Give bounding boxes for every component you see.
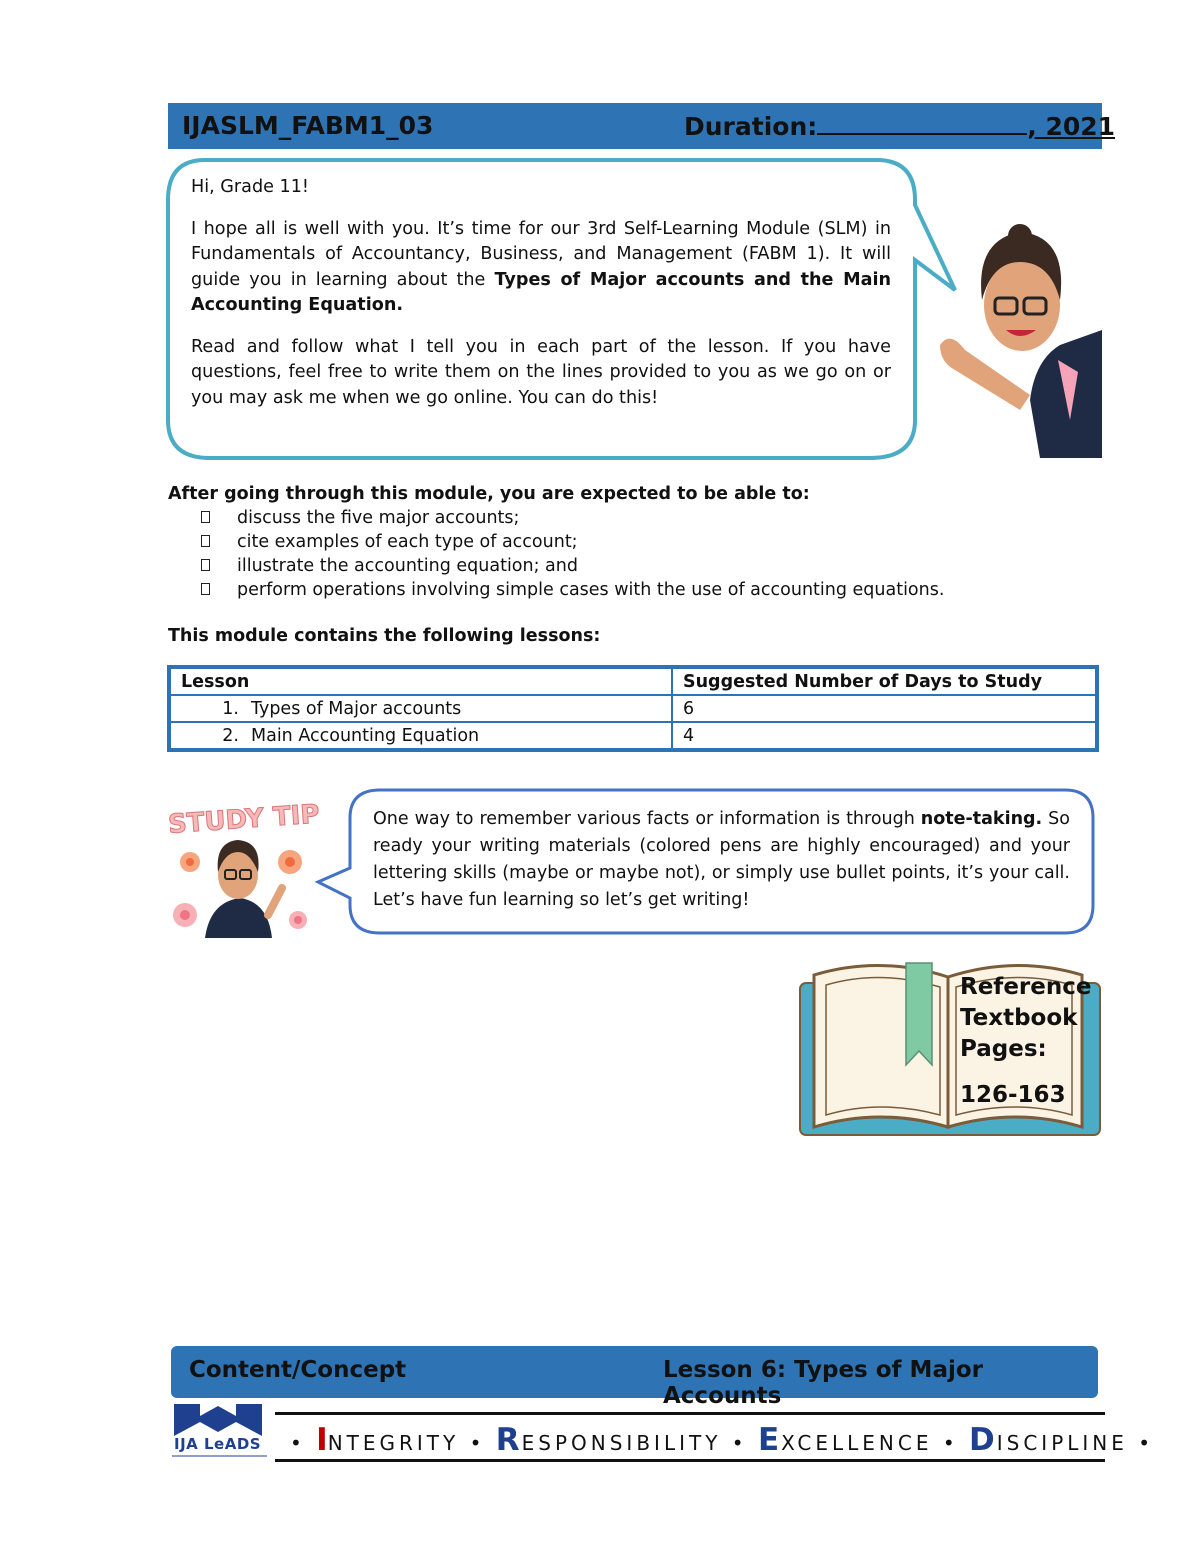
teacher-waving-avatar [205,840,282,938]
value-initial: I [316,1422,328,1458]
value-initial: E [757,1422,782,1458]
teacher-avatar [940,224,1102,458]
duration-label: Duration: [684,112,818,141]
content-concept-label: Content/Concept [189,1357,407,1383]
column-header-days: Suggested Number of Days to Study [672,667,1097,695]
objectives-list [168,506,1098,602]
value-rest: XCELLENCE [781,1431,933,1455]
lesson-name: Types of Major accounts [251,698,462,719]
objectives-section [168,484,1098,602]
value-initial: D [969,1422,997,1458]
objective-text: discuss the five major accounts; [237,508,520,528]
table-row [169,722,1097,750]
table-row [169,695,1097,722]
intro-paragraph-1 [191,217,891,319]
reference-pages-label [960,972,1091,1111]
reference-line-1: Reference [960,974,1092,1000]
intro-topic-bold: Types of Major accounts and the Main Accounting Equation. [191,269,891,315]
core-values-banner [275,1412,1155,1462]
lesson-number: 1. [222,698,239,719]
checkbox-icon [201,583,210,595]
lesson-number: 2. [222,725,239,746]
study-tip-message [373,806,1070,914]
study-tip-text: One way to remember various facts or information is through [373,809,921,829]
table-header-row [169,667,1097,695]
value-initial: R [495,1422,522,1458]
checkbox-icon [201,535,210,547]
study-tip-title: STUDY TIP [167,799,321,840]
checkbox-icon [201,559,210,571]
bookmark-icon [906,963,932,1065]
lessons-heading: This module contains the following lessons: [168,626,601,646]
intro-message [191,175,891,427]
reference-line-3: Pages: [960,1036,1047,1062]
lessons-table [167,665,1099,752]
days-cell: 4 [672,722,1097,750]
intro-paragraph-1-text: I hope all is well with you. It’s time for our 3rd Self-Learning Module (SLM) in Fundamentals of Accountancy, Business, and Management (FABM 1). It will guide you in learning about the [191,218,891,290]
value-rest: ESPONSIBILITY [521,1431,722,1455]
objective-item [168,554,1098,578]
study-tip-text-end: So ready your writing materials (colored pens are highly encouraged) and your lettering skills (maybe or maybe not), or simply use bullet points, it’s your call. Let’s have fun learning so let’s get writing! [373,809,1070,910]
greeting: Hi, Grade 11! [191,177,309,197]
objective-item [168,578,1098,602]
module-code: IJASLM_FABM1_03 [182,111,434,140]
objective-text: illustrate the accounting equation; and [237,556,578,576]
objective-text: perform operations involving simple cases with the use of accounting equations. [237,580,945,600]
intro-paragraph-2: Read and follow what I tell you in each part of the lesson. If you have questions, feel free to write them on the lines provided to you as we go on or you may ask me when we go online. You can do this! [191,336,891,408]
logo-name: IJA LeADS [174,1435,262,1453]
objective-item [168,530,1098,554]
objectives-heading: After going through this module, you are expected to be able to: [168,484,810,504]
core-values-text: • INTEGRITY • RESPONSIBILITY • EXCELLENCE • DISCIPLINE • [290,1422,1155,1458]
days-cell: 6 [672,695,1097,722]
value-rest: ISCIPLINE [996,1431,1128,1455]
lesson-name: Main Accounting Equation [251,725,480,746]
lesson-cell [169,695,672,722]
lesson-title-label: Lesson 6: Types of Major Accounts [663,1357,983,1409]
value-rest: NTEGRITY [327,1431,460,1455]
content-concept-bar [171,1346,1098,1409]
checkbox-icon [201,511,210,523]
duration-year: , 2021 [1027,112,1116,141]
objective-text: cite examples of each type of account; [237,532,578,552]
objective-item [168,506,1098,530]
column-header-lesson: Lesson [169,667,672,695]
reference-page-range: 126-163 [960,1082,1066,1108]
reference-line-2: Textbook [960,1005,1078,1031]
study-tip-bold: note-taking. [920,809,1043,829]
lesson-cell [169,722,672,750]
logo-tagline-mark [172,1454,267,1458]
